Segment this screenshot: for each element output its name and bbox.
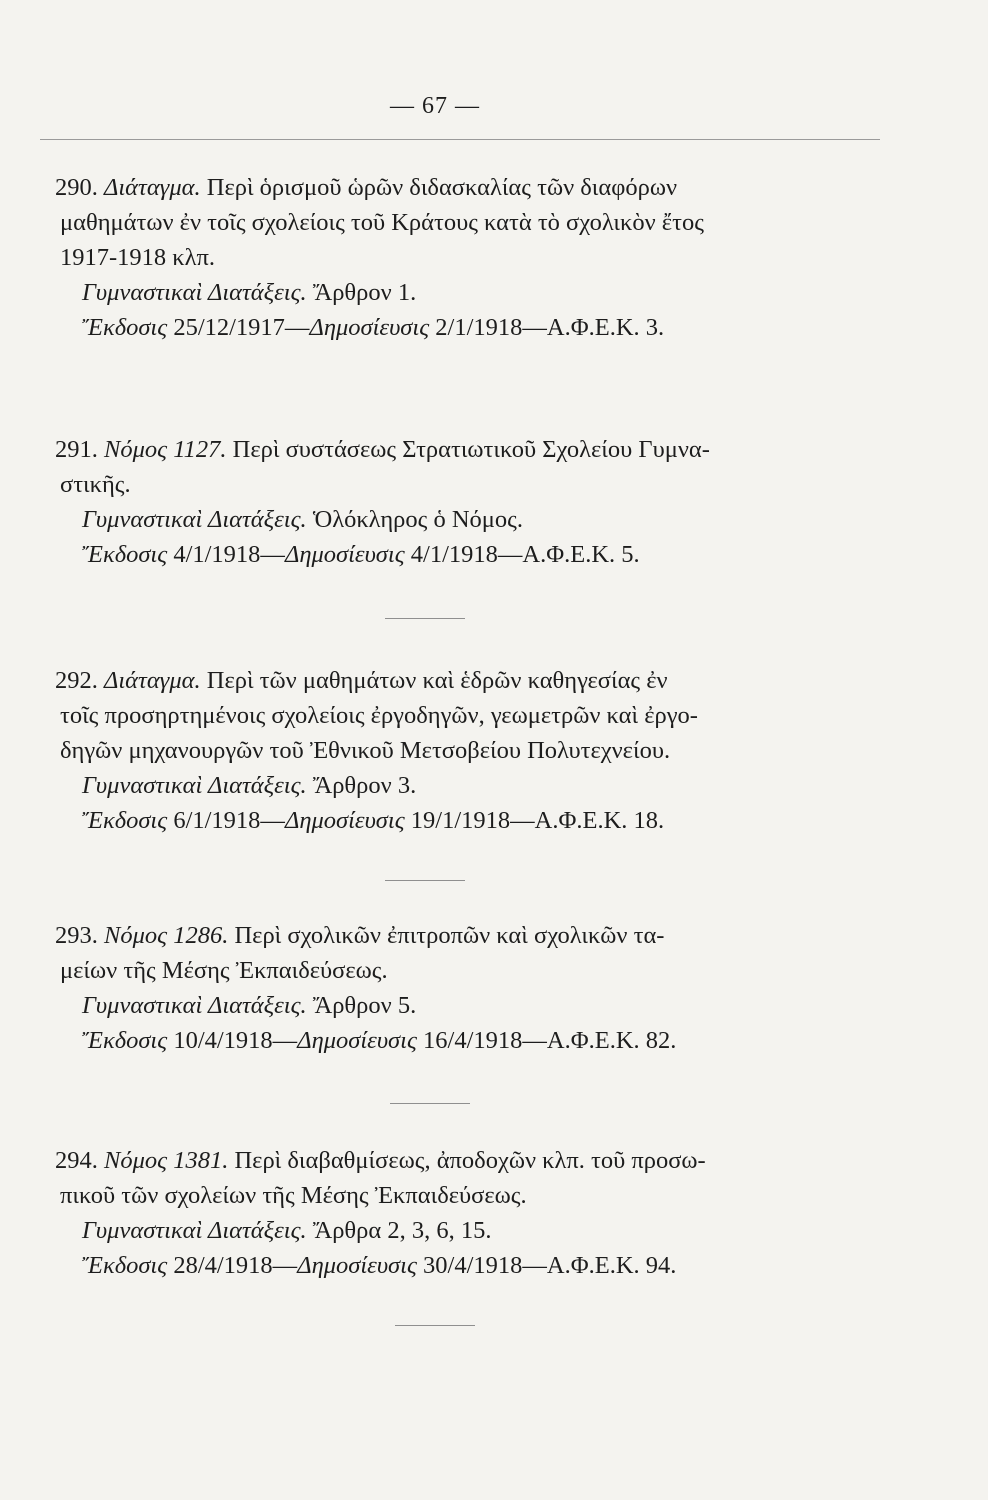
issue-line <box>55 310 915 345</box>
separator-rule <box>385 618 465 619</box>
entry-number: 292. <box>55 667 98 694</box>
entry-text-3: δηγῶν μηχανουργῶν τοῦ Ἐθνικοῦ Μετσοβείου Πολυτεχνείου. <box>60 737 671 765</box>
entry-type: Νόμος <box>104 922 168 949</box>
entry-text-2: τοῖς προσηρτημένοις σχολείοις ἐργοδηγῶν, γεωμετρῶν καὶ ἐργο- <box>60 702 698 730</box>
article: Ἄρθρα 2, 3, 6, 15. <box>312 1217 492 1245</box>
entry-title-line <box>55 432 915 467</box>
separator-rule <box>395 1325 475 1326</box>
publication-date: 2/1/1918—Α.Φ.Ε.Κ. 3. <box>435 314 665 342</box>
issue-date: 10/4/1918— <box>173 1027 298 1055</box>
law-number: 1286. <box>173 922 229 949</box>
entry-text-1: Περὶ διαβαθμίσεως, ἀποδοχῶν κλπ. τοῦ προσω- <box>234 1147 706 1174</box>
separator-rule <box>385 880 465 881</box>
entry-291 <box>55 432 915 572</box>
issue-date: 4/1/1918— <box>173 541 285 569</box>
entry-text-1: Περὶ τῶν μαθημάτων καὶ ἑδρῶν καθηγεσίας ἐν <box>206 667 668 694</box>
entry-text-2: μαθημάτων ἐν τοῖς σχολείοις τοῦ Κράτους κατὰ τὸ σχολικὸν ἔτος <box>60 209 704 237</box>
issue-date: 28/4/1918— <box>173 1252 298 1280</box>
article: Ἄρθρον 3. <box>312 772 417 800</box>
publication-date: 30/4/1918—Α.Φ.Ε.Κ. 94. <box>423 1252 677 1280</box>
publication-label: Δημοσίευσις <box>309 314 430 342</box>
entry-number: 294. <box>55 1147 98 1174</box>
header-rule <box>40 139 880 140</box>
entry-text-2: πικοῦ τῶν σχολείων τῆς Μέσης Ἐκπαιδεύσεως. <box>60 1182 527 1210</box>
entry-title-line <box>55 1143 915 1178</box>
law-number: 1381. <box>173 1147 229 1174</box>
issue-line <box>55 803 915 838</box>
article: Ὁλόκληρος ὁ Νόμος. <box>312 506 523 534</box>
entry-title-line <box>55 663 915 698</box>
law-number: 1127. <box>173 436 227 463</box>
entry-text-2: μείων τῆς Μέσης Ἐκπαιδεύσεως. <box>60 957 388 985</box>
entry-title-line <box>55 170 915 205</box>
entry-number: 293. <box>55 922 98 949</box>
gym-line <box>55 988 915 1023</box>
issue-date: 6/1/1918— <box>173 807 285 835</box>
issue-label: Ἔκδοσις <box>82 541 168 569</box>
gym-label: Γυμναστικαὶ Διατάξεις. <box>82 772 307 800</box>
issue-line <box>55 1023 915 1058</box>
article: Ἄρθρον 1. <box>312 279 417 307</box>
entry-text-1: Περὶ συστάσεως Στρατιωτικοῦ Σχολείου Γυμνα- <box>232 436 710 463</box>
entry-text-2: στικῆς. <box>60 471 131 499</box>
page-number: — 67 — <box>390 93 480 119</box>
entry-292 <box>55 663 915 838</box>
entry-type: Διάταγμα. <box>104 174 201 201</box>
gym-label: Γυμναστικαὶ Διατάξεις. <box>82 1217 307 1245</box>
entry-293 <box>55 918 915 1058</box>
gym-label: Γυμναστικαὶ Διατάξεις. <box>82 992 307 1020</box>
gym-line <box>55 1213 915 1248</box>
entry-number: 290. <box>55 174 98 201</box>
entry-number: 291. <box>55 436 98 463</box>
entry-294 <box>55 1143 915 1283</box>
entry-type: Νόμος <box>104 1147 168 1174</box>
gym-line <box>55 502 915 537</box>
publication-label: Δημοσίευσις <box>297 1252 417 1280</box>
entry-text-3: 1917-1918 κλπ. <box>60 244 216 272</box>
gym-label: Γυμναστικαὶ Διατάξεις. <box>82 279 307 307</box>
issue-line <box>55 1248 915 1283</box>
publication-date: 4/1/1918—Α.Φ.Ε.Κ. 5. <box>410 541 640 569</box>
publication-label: Δημοσίευσις <box>284 541 405 569</box>
publication-label: Δημοσίευσις <box>297 1027 417 1055</box>
issue-label: Ἔκδοσις <box>82 314 168 342</box>
issue-line <box>55 537 915 572</box>
gym-label: Γυμναστικαὶ Διατάξεις. <box>82 506 307 534</box>
entry-text-1: Περὶ σχολικῶν ἐπιτροπῶν καὶ σχολικῶν τα- <box>234 922 665 949</box>
entry-type: Νόμος <box>104 436 168 463</box>
issue-label: Ἔκδοσις <box>82 1027 168 1055</box>
issue-label: Ἔκδοσις <box>82 1252 168 1280</box>
publication-date: 19/1/1918—Α.Φ.Ε.Κ. 18. <box>410 807 665 835</box>
article: Ἄρθρον 5. <box>312 992 417 1020</box>
entry-type: Διάταγμα. <box>104 667 201 694</box>
entry-290 <box>55 170 915 345</box>
issue-date: 25/12/1917— <box>173 314 310 342</box>
publication-date: 16/4/1918—Α.Φ.Ε.Κ. 82. <box>423 1027 677 1055</box>
entry-title-line <box>55 918 915 953</box>
issue-label: Ἔκδοσις <box>82 807 168 835</box>
gym-line <box>55 768 915 803</box>
publication-label: Δημοσίευσις <box>284 807 405 835</box>
gym-line <box>55 275 915 310</box>
entry-text-1: Περὶ ὁρισμοῦ ὡρῶν διδασκαλίας τῶν διαφόρων <box>206 174 678 201</box>
separator-rule <box>390 1103 470 1104</box>
